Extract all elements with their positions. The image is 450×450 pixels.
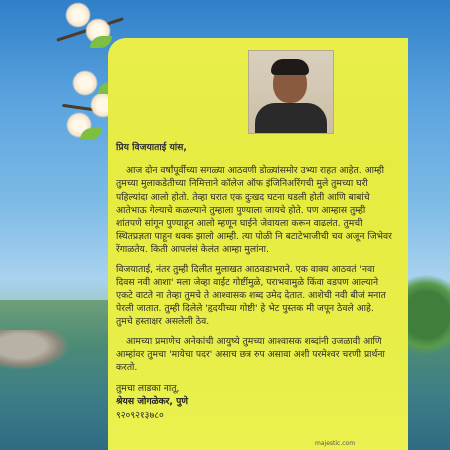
blossom-flower bbox=[72, 70, 98, 96]
salutation: प्रिय विजयाताई यांस, bbox=[116, 142, 187, 153]
background-rocks bbox=[0, 330, 70, 370]
author-photo bbox=[248, 50, 334, 134]
paragraph-1: आज दोन वर्षांपूर्वीच्या सगळ्या आठवणी डोळ्यांसमोर उभ्या राहत आहेत. आम्ही तुमच्या मुलाकडेतीच्या निमित्ताने कॉलेज ऑफ इंजिनिअरिंगची मुले तुमच्या घरी पहिल्यांदा आलो होतो. तेव्हा घरात एक दुःखद घटना घडली होती आणि बाबांचे आतेभाऊ गेल्याचे कळल्याने तुम्हाला पुण्याला जायचे होते. पण आम्हास तुम्ही शांतपणे सांगून पुण्याहून आलो म्हणून घाईने जेवायला करून वाढलंत. तुमची स्थितप्रज्ञता पाहून थक्क झालो आम्ही. त्या पोळी नि बटाटेभाजीची चव अजून जिभेवर रेंगाळतेय. किती आपलंसं केलंत आम्हा मुलांना. bbox=[116, 165, 392, 256]
phone-number: ९२०९२१३७८० bbox=[116, 409, 164, 421]
paragraph-2: विजयाताई, नंतर तुम्ही दिलीत मुलाखत आठवडाभराने. एक वाक्य आठवतं 'नवा दिवस नवी आशा' मला जेव्हा वाईट गोष्टींमुळे, पराभवामुळे किंवा वडपण आल्याने एकटे वाटते ना तेव्हा तुमचे ते आश्वासक शब्द उमेद देतात. आशेची नवी बीजं मनात पेरली जातात. तुम्ही दिलेले 'हृदयीच्या गोष्टी' हे भेट पुस्तक मी जपून ठेवले आहे. तुमचे हस्ताक्षर असलेली ठेव. bbox=[116, 263, 386, 328]
signoff: तुमचा लाडका नातू, bbox=[116, 383, 180, 395]
signature: श्रेयस जोगळेकर, पुणे bbox=[116, 396, 188, 408]
letter-body bbox=[116, 141, 392, 422]
paragraph-3: आमच्या प्रमाणेच अनेकांची आयुष्ये तुमच्या आश्वासक शब्दांनी उजळावी आणि आम्हांवर तुमचा 'मायेचा पदर' असाच छत्र रुप असावा अशी परमेश्वर चरणी प्रार्थना करतो. bbox=[116, 335, 385, 374]
footer-watermark: majestic.com bbox=[315, 440, 356, 447]
